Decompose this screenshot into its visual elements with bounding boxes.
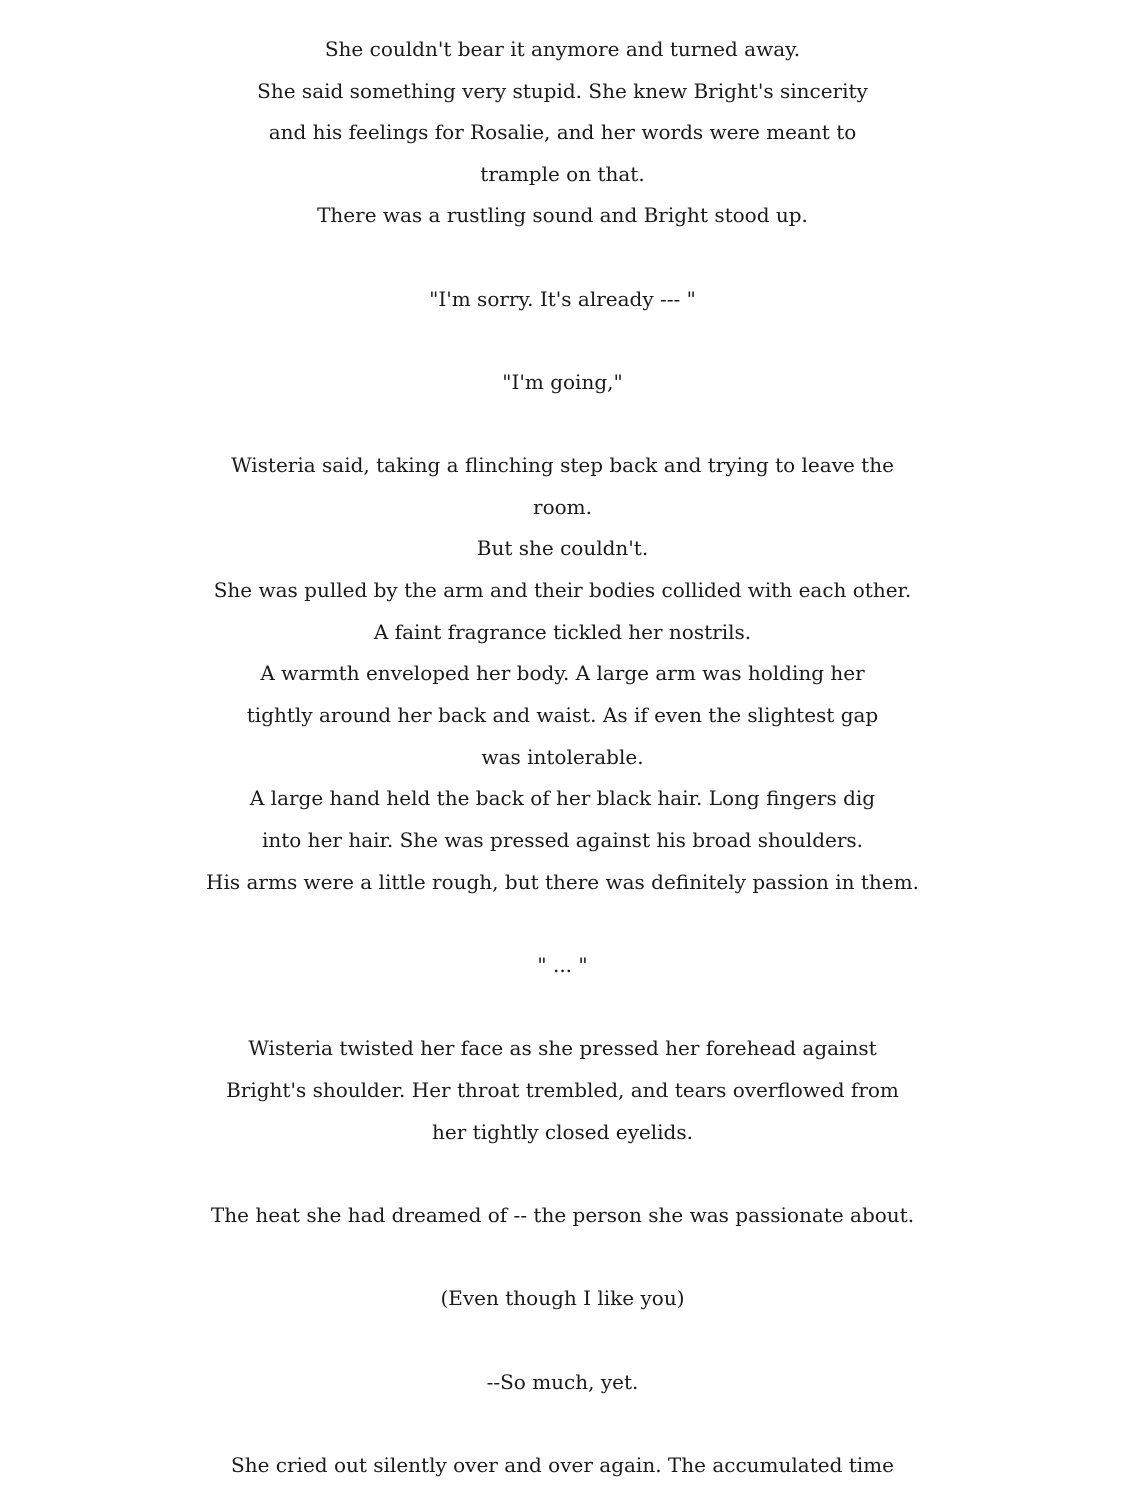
text-line: His arms were a little rough, but there was definitely passion in them. <box>206 870 919 895</box>
text-line: tightly around her back and waist. As if even the slightest gap <box>246 703 879 728</box>
text-line: room. <box>533 495 592 520</box>
text-line: trample on that. <box>480 162 645 187</box>
dialogue-line: "I'm going," <box>502 370 623 395</box>
text-line: The heat she had dreamed of -- the person she was passionate about. <box>210 1203 915 1228</box>
dialogue-line: " ... " <box>537 953 588 978</box>
text-line: She said something very stupid. She knew Bright's sincerity <box>257 79 868 104</box>
text-line: A warmth enveloped her body. A large arm was holding her <box>260 661 865 686</box>
text-line: But she couldn't. <box>476 536 649 561</box>
text-line: Bright's shoulder. Her throat trembled, and tears overflowed from <box>226 1078 899 1103</box>
text-line: Wisteria twisted her face as she pressed her forehead against <box>248 1036 877 1061</box>
text-line: She cried out silently over and over again. The accumulated time <box>231 1453 894 1478</box>
text-line: Wisteria said, taking a flinching step back and trying to leave the <box>231 453 894 478</box>
text-line: There was a rustling sound and Bright stood up. <box>317 203 808 228</box>
dialogue-line: "I'm sorry. It's already --- " <box>429 287 696 312</box>
text-line: A large hand held the back of her black hair. Long fingers dig <box>249 786 876 811</box>
text-line: --So much, yet. <box>486 1370 639 1395</box>
text-line: (Even though I like you) <box>440 1286 685 1311</box>
text-line: A faint fragrance tickled her nostrils. <box>373 620 752 645</box>
text-line: She was pulled by the arm and their bodies collided with each other. <box>213 578 912 603</box>
text-line: was intolerable. <box>481 745 644 770</box>
text-line: into her hair. She was pressed against his broad shoulders. <box>261 828 864 853</box>
text-line: and his feelings for Rosalie, and her words were meant to <box>268 120 857 145</box>
text-line: She couldn't bear it anymore and turned away. <box>324 37 801 62</box>
text-line: her tightly closed eyelids. <box>432 1120 693 1145</box>
